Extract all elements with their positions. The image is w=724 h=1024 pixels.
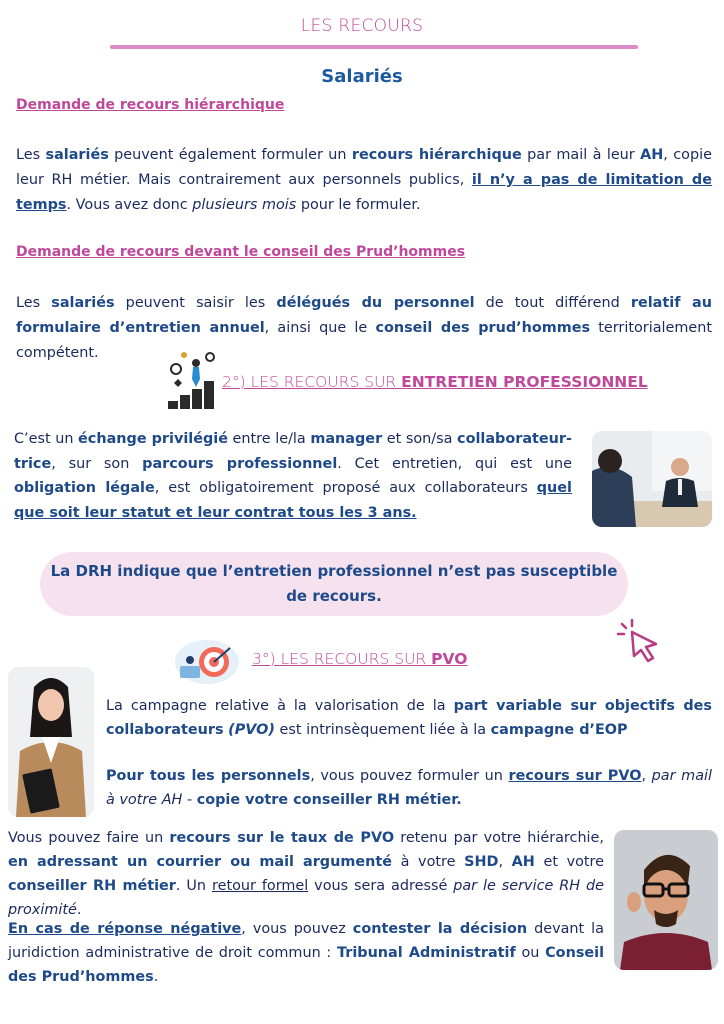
- section-title-salaries: Salariés: [321, 66, 403, 87]
- interview-photo: [592, 431, 712, 527]
- heading-recours-pvo: 3°) LES RECOURS SUR PVO: [252, 650, 468, 668]
- people-climbing-steps-icon: [166, 349, 218, 411]
- page-header: LES RECOURS: [300, 16, 424, 36]
- subtitle-recours-prudhommes: Demande de recours devant le conseil des Prud’hommes: [16, 244, 466, 260]
- target-icon: [172, 636, 242, 688]
- cursor-click-icon: [616, 618, 664, 666]
- paragraph-pvo-taux: Vous pouvez faire un recours sur le taux de PVO retenu par votre hiérarchie, en adressant un courrier ou mail argumenté à votre SHD, AH et votre conseiller RH métier. Un retour formel vous sera adressé par le service RH de proximité.: [8, 830, 604, 918]
- paragraph-entretien: C’est un échange privilégié entre le/la manager et son/sa collaborateur-trice, sur son parcours professionnel. Cet entretien, qui est une obligation légale, est obligatoirement proposé aux collaborateurs quel que soit leur statut et leur contrat tous les 3 ans.: [14, 431, 572, 521]
- notice-pill: La DRH indique que l’entretien professionnel n’est pas susceptible de recours.: [40, 552, 628, 616]
- paragraph-pvo-campagne: La campagne relative à la valorisation de la part variable sur objectifs des collaborateurs (PVO) est intrinsèquement liée à la campagne d’EOP: [106, 698, 712, 738]
- paragraph-recours-prudhommes: Les salariés peuvent saisir les délégués du personnel de tout différend relatif au formulaire d’entretien annuel, ainsi que le conseil des prud’hommes territorialement compétent.: [16, 295, 713, 361]
- man-portrait-photo: [614, 830, 718, 970]
- paragraph-pvo-personnels: Pour tous les personnels, vous pouvez formuler un recours sur PVO, par mail à votre AH - copie votre conseiller RH métier.: [106, 768, 713, 808]
- woman-portrait-photo: [8, 667, 94, 817]
- header-divider: [110, 45, 638, 49]
- subtitle-recours-hierarchique: Demande de recours hiérarchique: [16, 97, 285, 113]
- heading-entretien-professionnel: 2°) LES RECOURS SUR ENTRETIEN PROFESSIONNEL: [222, 373, 648, 391]
- paragraph-recours-hierarchique: Les salariés peuvent également formuler un recours hiérarchique par mail à leur AH, copie leur RH métier. Mais contrairement aux personnels publics, il n’y a pas de limitation de temps. Vous avez donc plusieurs mois pour le formuler.: [16, 147, 712, 213]
- paragraph-pvo-contestation: En cas de réponse négative, vous pouvez contester la décision devant la juridiction administrative de droit commun : Tribunal Administratif ou Conseil des Prud’hommes.: [8, 921, 605, 985]
